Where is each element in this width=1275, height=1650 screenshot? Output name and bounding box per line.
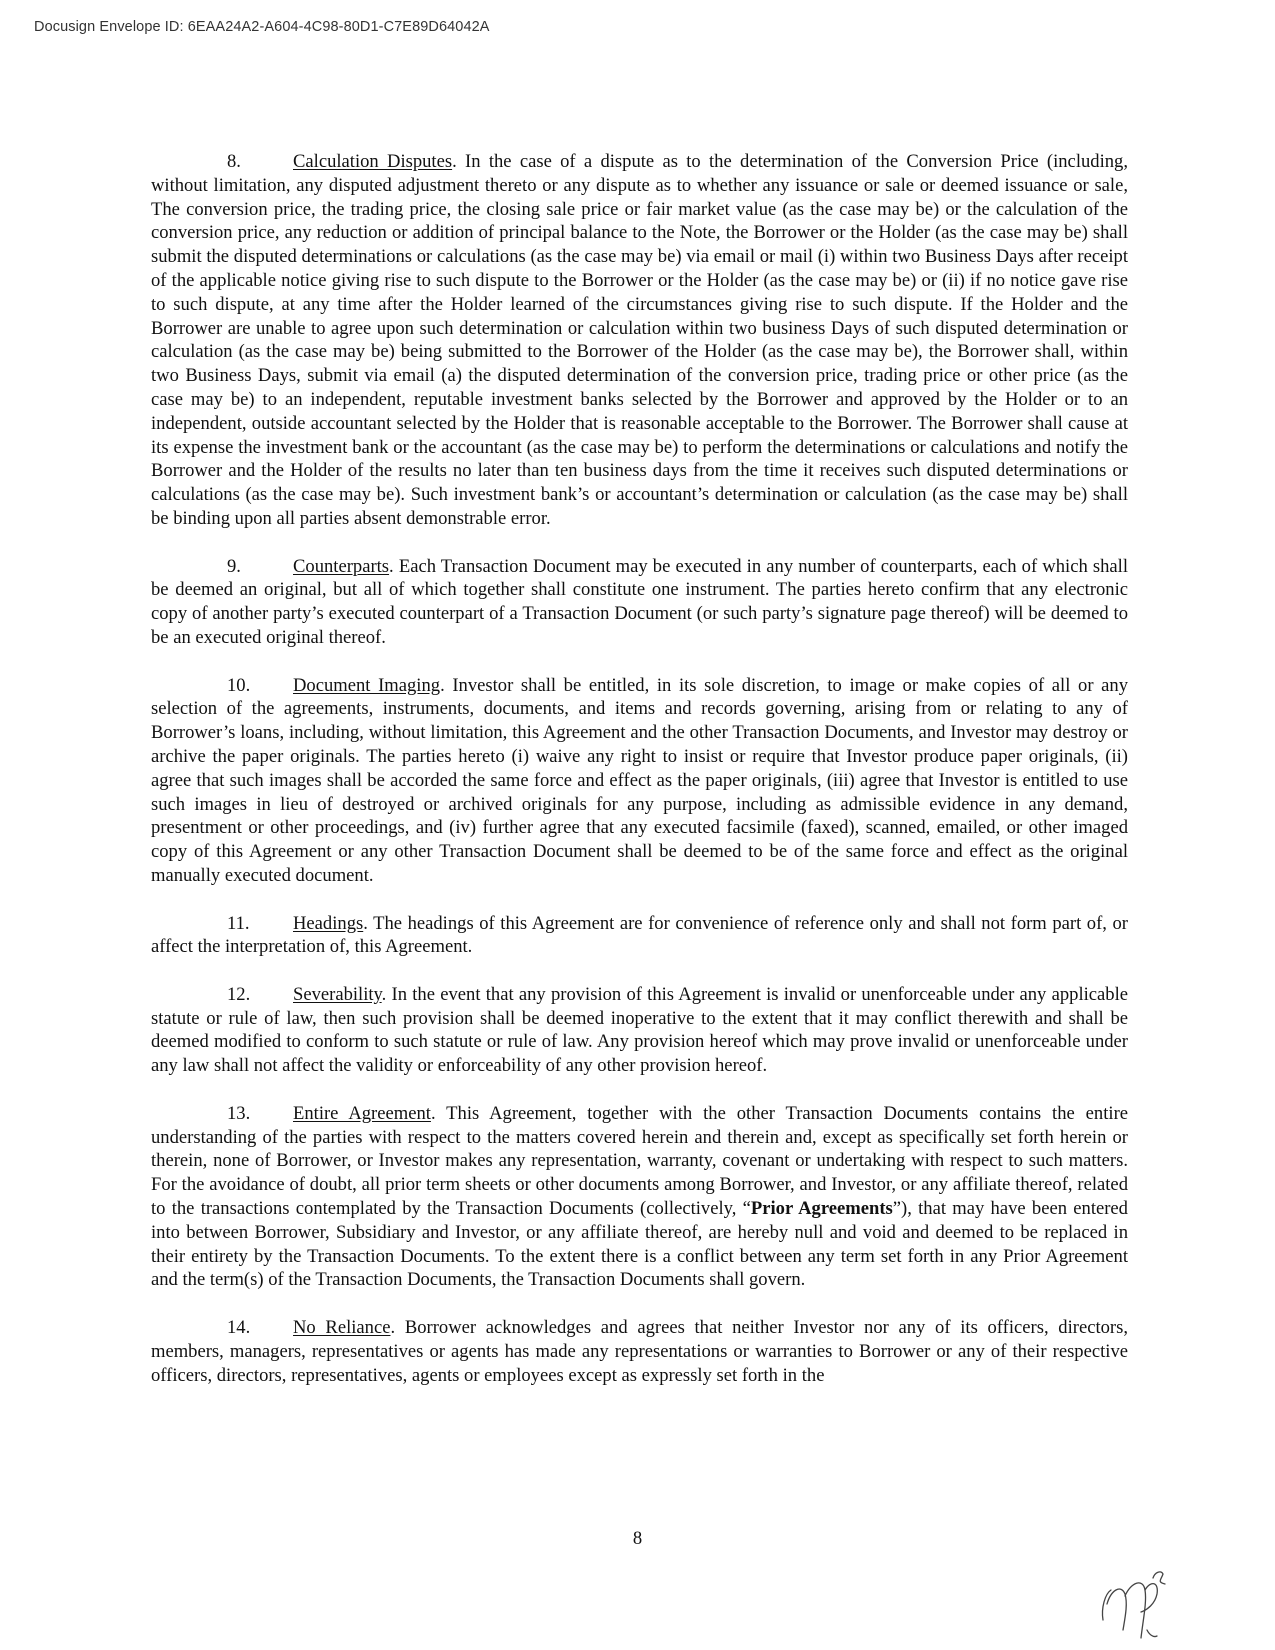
envelope-id: Docusign Envelope ID: 6EAA24A2-A604-4C98-80D1-C7E89D64042A: [34, 19, 490, 35]
section-text: . The headings of this Agreement are for convenience of reference only and shall not form part of, or affect the interpretation of, this Agreement.: [151, 912, 1128, 958]
section-number: 9.: [227, 555, 241, 577]
section-title: Headings: [293, 912, 364, 934]
section-number: 11.: [227, 912, 250, 934]
section-text: . Borrower acknowledges and agrees that neither Investor nor any of its officers, directors, members, managers, representatives or agents has made any representations or warranties to Borrower or any of their respective officers, directors, representatives, agents or employees except as expressly set forth in the: [151, 1317, 1128, 1386]
section-8: [151, 150, 1128, 531]
section-title: Counterparts: [293, 555, 390, 577]
section-9: [151, 555, 1128, 650]
section-12: [151, 983, 1128, 1078]
handwritten-initials-signature: [1095, 1560, 1205, 1645]
section-text: ”), that may have been entered into between Borrower, Subsidiary and Investor, or any affiliate thereof, are hereby null and void and deemed to be replaced in their entirety by the Transaction Documents. To the extent there is a conflict between any term set forth in any Prior Agreement and the term(s) of the Transaction Documents, the Transaction Documents shall govern.: [151, 1198, 1128, 1291]
defined-term: Prior Agreements: [750, 1198, 893, 1220]
section-text: . In the case of a dispute as to the determination of the Conversion Price (including, without limitation, any disputed adjustment thereto or any dispute as to whether any issuance or sale or deemed issuance or sale, The conversion price, the trading price, the closing sale price or fair market value (as the case may be) or the calculation of the conversion price, any reduction or addition of principal balance to the Note, the Borrower or the Holder (as the case may be) shall submit the disputed determinations or calculations (as the case may be) via email or mail (i) within two Business Days after receipt of the applicable notice giving rise to such dispute to the Borrower or the Holder (as the case may be) or (ii) if no notice gave rise to such dispute, at any time after the Holder learned of the circumstances giving rise to such dispute. If the Holder and the Borrower are unable to agree upon such determination or calculation within two business Days of such disputed determination or calculation (as the case may be) being submitted to the Borrower of the Holder (as the case may be), the Borrower shall, within two Business Days, submit via email (a) the disputed determination of the conversion price, trading price or other price (as the case may be) to an independent, reputable investment banks selected by the Borrower and approved by the Holder or to an independent, outside accountant selected by the Holder that is reasonable acceptable to the Borrower. The Borrower shall cause at its expense the investment bank or the accountant (as the case may be) to perform the determinations or calculations and notify the Borrower and the Holder of the results no later than ten business days from the time it receives such disputed determinations or calculations (as the case may be). Such investment bank’s or accountant’s determination or calculation (as the case may be) shall be binding upon all parties absent demonstrable error.: [151, 151, 1128, 529]
section-text: . Investor shall be entitled, in its sole discretion, to image or make copies of all or any selection of the agreements, instruments, documents, and items and records governing, arising from or relating to any of Borrower’s loans, including, without limitation, this Agreement and the other Transaction Documents, and Investor may destroy or archive the paper originals. The parties hereto (i) waive any right to insist or require that Investor produce paper originals, (ii) agree that such images shall be accorded the same force and effect as the paper originals, (iii) agree that Investor is entitled to use such images in lieu of destroyed or archived originals for any purpose, including as admissible evidence in any demand, presentment or other proceedings, and (iv) further agree that any executed facsimile (faxed), scanned, emailed, or other imaged copy of this Agreement or any other Transaction Document shall be deemed to be of the same force and effect as the original manually executed document.: [151, 674, 1128, 886]
section-14: [151, 1316, 1128, 1387]
section-number: 12.: [227, 983, 251, 1005]
section-13: [151, 1102, 1128, 1292]
section-text: . This Agreement, together with the other Transaction Documents contains the entire understanding of the parties with respect to the matters covered herein and therein and, except as specifically set forth herein or therein, none of Borrower, or Investor makes any representation, warranty, covenant or undertaking with respect to such matters. For the avoidance of doubt, all prior term sheets or other documents among Borrower, and Investor, or any affiliate thereof, related to the transactions contemplated by the Transaction Documents (collectively, “: [151, 1102, 1129, 1220]
section-number: 13.: [227, 1102, 251, 1124]
section-title: Document Imaging: [293, 674, 441, 696]
section-number: 14.: [227, 1317, 251, 1339]
section-number: 10.: [227, 674, 251, 696]
section-title: Severability: [293, 983, 382, 1005]
section-title: Calculation Disputes: [293, 151, 453, 172]
document-body: [151, 150, 1128, 1411]
section-11: [151, 912, 1128, 960]
section-number: 8.: [227, 151, 241, 172]
section-text: . Each Transaction Document may be executed in any number of counterparts, each of which shall be deemed an original, but all of which together shall constitute one instrument. The parties hereto confirm that any electronic copy of another party’s executed counterpart of a Transaction Document (or such party’s signature page thereof) will be deemed to be an executed original thereof.: [151, 555, 1128, 648]
page-number: 8: [632, 1528, 643, 1549]
section-text: . In the event that any provision of this Agreement is invalid or unenforceable under any applicable statute or rule of law, then such provision shall be deemed inoperative to the extent that it may conflict therewith and shall be deemed modified to conform to such statute or rule of law. Any provision hereof which may prove invalid or unenforceable under any law shall not affect the validity or enforceability of any other provision hereof.: [151, 983, 1128, 1077]
section-title: Entire Agreement: [293, 1102, 431, 1124]
section-10: [151, 674, 1128, 888]
section-title: No Reliance: [293, 1317, 391, 1339]
